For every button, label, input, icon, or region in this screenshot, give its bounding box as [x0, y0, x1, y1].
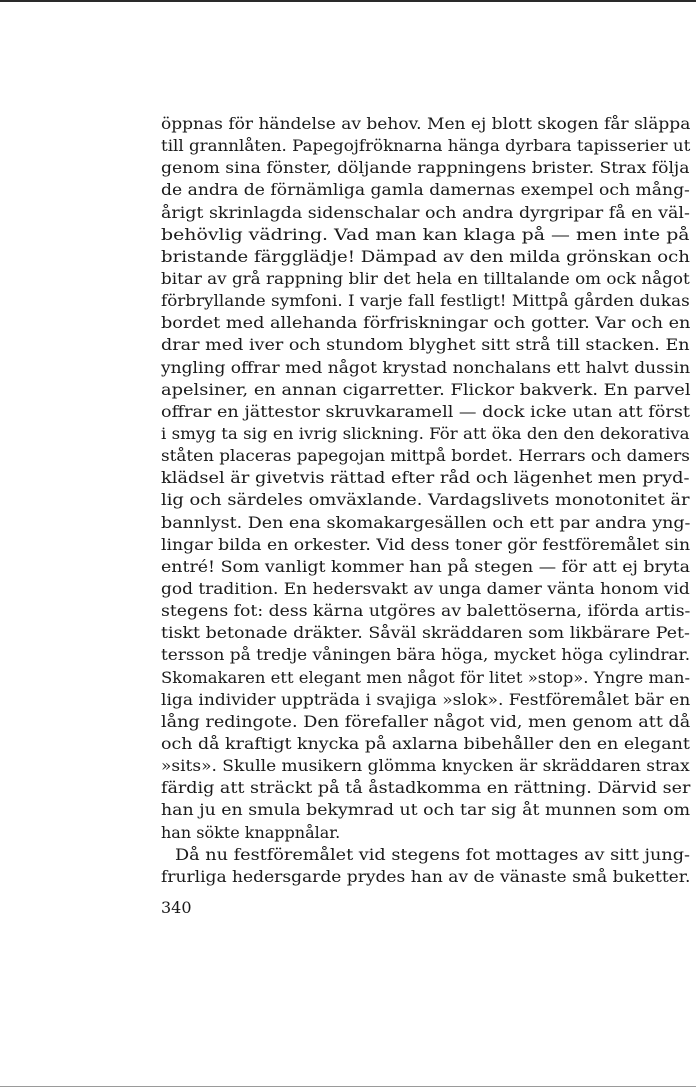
- body-line: årigt skrinlagda sidenschalar och andra dyrgripar få en väl-: [161, 202, 690, 222]
- body-line: stegens fot: dess kärna utgöres av balettöserna, iförda artis-: [161, 601, 691, 621]
- body-line: ståten placeras papegojan mittpå bordet. Herrars och damers: [161, 446, 690, 466]
- body-line: lång redingote. Den förefaller något vid, men genom att då: [161, 711, 691, 731]
- body-line: han ju en smula bekymrad ut och tar sig åt munnen som om: [161, 800, 691, 820]
- body-line: behövlig vädring. Vad man kan klaga på — men inte på: [161, 224, 690, 244]
- scan-edge-bottom: [0, 1086, 696, 1087]
- body-line: lingar bilda en orkester. Vid dess toner gör festföremålet sin: [161, 534, 691, 554]
- body-line: god tradition. En hedersvakt av unga damer vänta honom vid: [161, 578, 690, 598]
- body-line: Då nu festföremålet vid stegens fot mottages av sitt jung-: [175, 844, 691, 864]
- body-line: färdig att sträckt på tå åstadkomma en rättning. Därvid ser: [161, 778, 691, 798]
- body-line: frurliga hedersgarde prydes han av de vänaste små buketter.: [161, 866, 691, 886]
- body-line: liga individer uppträda i svajiga »slok». Festföremålet bär en: [161, 689, 691, 709]
- body-line: till grannlåten. Papegojfröknarna hänga dyrbara tapisserier ut: [161, 136, 691, 156]
- body-line: Skomakaren ett elegant men något för litet »stop». Yngre man-: [161, 667, 691, 687]
- body-line: apelsiner, en annan cigarretter. Flickor bakverk. En parvel: [161, 379, 691, 399]
- body-line: bannlyst. Den ena skomakargesällen och ett par andra yng-: [161, 512, 691, 532]
- body-line: lig och särdeles omväxlande. Vardagslivets monotonitet är: [161, 490, 690, 510]
- body-line: de andra de förnämliga gamla damernas exempel och mång-: [161, 180, 690, 200]
- body-line: öppnas för händelse av behov. Men ej blott skogen får släppa: [161, 114, 691, 133]
- page-body-text: [161, 113, 691, 888]
- page-number: 340: [161, 898, 192, 917]
- body-line: tiskt betonade dräkter. Såväl skräddaren som likbärare Pet-: [161, 623, 690, 643]
- body-line: han sökte knappnålar.: [161, 822, 341, 842]
- body-line: »sits». Skulle musikern glömma knycken är skräddaren strax: [161, 756, 690, 776]
- body-line: bordet med allehanda förfriskningar och gotter. Var och en: [161, 313, 691, 333]
- body-line: klädsel är givetvis rättad efter råd och lägenhet men pryd-: [161, 468, 690, 488]
- body-line: entré! Som vanligt kommer han på stegen — för att ej bryta: [161, 556, 691, 576]
- body-line: förbryllande symfoni. I varje fall festligt! Mittpå gården dukas: [161, 291, 690, 311]
- body-line: bristande färgglädje! Dämpad av den milda grönskan och: [161, 246, 690, 266]
- scan-edge-top: [0, 0, 696, 2]
- body-line: genom sina fönster, döljande rappningens brister. Strax följa: [161, 158, 690, 178]
- body-line: i smyg ta sig en ivrig slickning. För att öka den den dekorativa: [161, 423, 690, 443]
- body-line: drar med iver och stundom blyghet sitt strå till stacken. En: [161, 335, 690, 355]
- body-line: bitar av grå rappning blir det hela en tilltalande om ock något: [161, 268, 690, 288]
- body-line: offrar en jättestor skruvkaramell — dock icke utan att först: [161, 401, 690, 421]
- body-line: och då kraftigt knycka på axlarna bibehåller den en elegant: [161, 733, 690, 753]
- body-line: yngling offrar med något krystad nonchalans ett halvt dussin: [161, 357, 691, 377]
- body-line: tersson på tredje våningen bära höga, mycket höga cylindrar.: [161, 645, 691, 665]
